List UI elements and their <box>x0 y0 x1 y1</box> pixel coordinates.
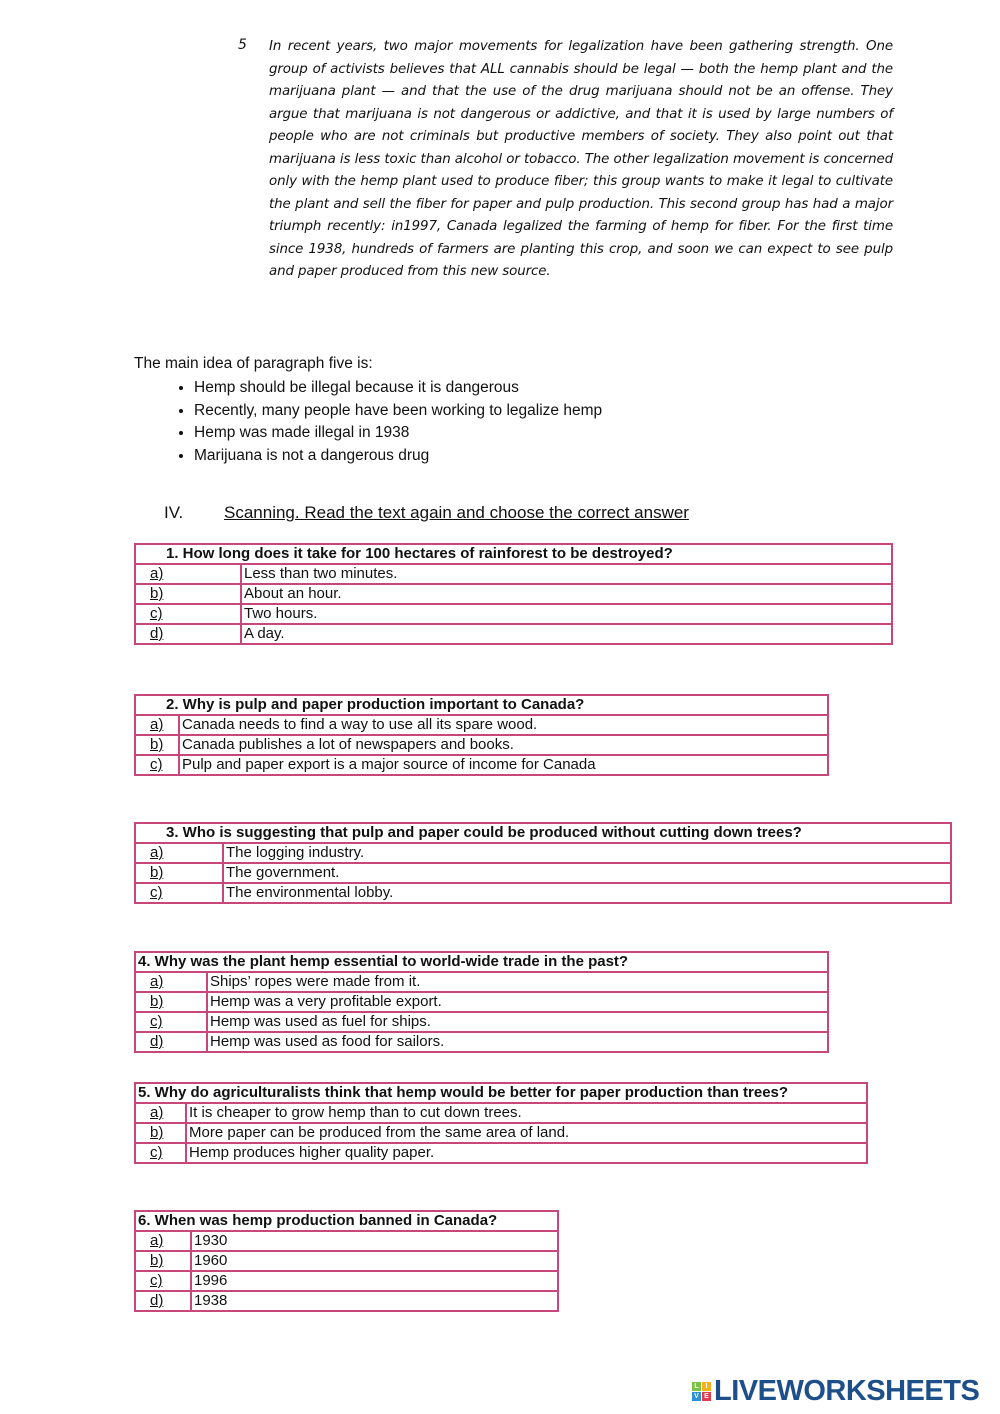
option-letter[interactable]: a) <box>135 1103 186 1123</box>
question-text: 5. Why do agriculturalists think that hemp would be better for paper production than trees? <box>135 1083 867 1103</box>
option-text[interactable]: Ships’ ropes were made from it. <box>207 972 828 992</box>
option-text[interactable]: 1930 <box>191 1231 558 1251</box>
option-text[interactable]: The environmental lobby. <box>223 883 951 903</box>
paragraph-number: 5 <box>238 37 247 53</box>
answer-option[interactable] <box>135 755 828 775</box>
option-text[interactable]: Hemp was a very profitable export. <box>207 992 828 1012</box>
option-letter[interactable]: b) <box>135 863 223 883</box>
logo-text: LIVEWORKSHEETS <box>714 1375 980 1407</box>
section-heading <box>164 503 689 523</box>
option-text[interactable]: Hemp produces higher quality paper. <box>186 1143 867 1163</box>
question-table <box>134 543 893 645</box>
option-text[interactable]: A day. <box>241 624 892 644</box>
answer-option[interactable] <box>135 1123 867 1143</box>
option-text[interactable]: Less than two minutes. <box>241 564 892 584</box>
answer-option[interactable] <box>135 1231 558 1251</box>
option-text[interactable]: 1996 <box>191 1271 558 1291</box>
main-idea-option[interactable]: • Hemp was made illegal in 1938 <box>194 422 602 445</box>
section-numeral: IV. <box>164 503 184 522</box>
option-text[interactable]: Pulp and paper export is a major source of income for Canada <box>179 755 828 775</box>
option-letter[interactable]: b) <box>135 1251 191 1271</box>
question-text: 6. When was hemp production banned in Canada? <box>135 1211 558 1231</box>
option-letter[interactable]: a) <box>135 972 207 992</box>
option-letter[interactable]: c) <box>135 604 241 624</box>
option-text[interactable]: Canada needs to find a way to use all its spare wood. <box>179 715 828 735</box>
answer-option[interactable] <box>135 715 828 735</box>
option-text[interactable]: It is cheaper to grow hemp than to cut down trees. <box>186 1103 867 1123</box>
option-text[interactable]: 1960 <box>191 1251 558 1271</box>
answer-option[interactable] <box>135 624 892 644</box>
answer-option[interactable] <box>135 735 828 755</box>
option-letter[interactable]: d) <box>135 1291 191 1311</box>
option-letter[interactable]: b) <box>135 584 241 604</box>
option-letter[interactable]: b) <box>135 1123 186 1143</box>
option-text[interactable]: The government. <box>223 863 951 883</box>
answer-option[interactable] <box>135 1103 867 1123</box>
question-table <box>134 822 952 904</box>
answer-option[interactable] <box>135 1291 558 1311</box>
question-table <box>134 1210 559 1312</box>
answer-option[interactable] <box>135 883 951 903</box>
option-letter[interactable]: c) <box>135 1143 186 1163</box>
question-text: 2. Why is pulp and paper production important to Canada? <box>135 695 828 715</box>
option-letter[interactable]: a) <box>135 843 223 863</box>
question-text: 3. Who is suggesting that pulp and paper could be produced without cutting down trees? <box>135 823 951 843</box>
main-idea-option[interactable]: • Marijuana is not a dangerous drug <box>194 445 602 468</box>
option-text[interactable]: More paper can be produced from the same area of land. <box>186 1123 867 1143</box>
answer-option[interactable] <box>135 564 892 584</box>
question-text: 4. Why was the plant hemp essential to world-wide trade in the past? <box>135 952 828 972</box>
main-idea-options <box>134 377 602 467</box>
liveworksheets-logo <box>692 1375 979 1408</box>
answer-option[interactable] <box>135 1271 558 1291</box>
answer-option[interactable] <box>135 863 951 883</box>
option-text[interactable]: 1938 <box>191 1291 558 1311</box>
main-idea-option[interactable]: • Hemp should be illegal because it is dangerous <box>194 377 602 400</box>
answer-option[interactable] <box>135 1143 867 1163</box>
answer-option[interactable] <box>135 843 951 863</box>
option-letter[interactable]: d) <box>135 624 241 644</box>
option-text[interactable]: Two hours. <box>241 604 892 624</box>
option-text[interactable]: The logging industry. <box>223 843 951 863</box>
answer-option[interactable] <box>135 584 892 604</box>
option-text[interactable]: Hemp was used as fuel for ships. <box>207 1012 828 1032</box>
section-title: Scanning. Read the text again and choose the correct answer <box>224 503 689 522</box>
question-table <box>134 951 829 1053</box>
option-letter[interactable]: c) <box>135 1012 207 1032</box>
option-text[interactable]: About an hour. <box>241 584 892 604</box>
question-text: 1. How long does it take for 100 hectares of rainforest to be destroyed? <box>135 544 892 564</box>
option-letter[interactable]: c) <box>135 755 179 775</box>
answer-option[interactable] <box>135 992 828 1012</box>
answer-option[interactable] <box>135 604 892 624</box>
option-letter[interactable]: c) <box>135 1271 191 1291</box>
option-letter[interactable]: b) <box>135 992 207 1012</box>
option-letter[interactable]: a) <box>135 1231 191 1251</box>
option-letter[interactable]: c) <box>135 883 223 903</box>
question-table <box>134 1082 868 1164</box>
option-letter[interactable]: a) <box>135 564 241 584</box>
option-letter[interactable]: a) <box>135 715 179 735</box>
option-text[interactable]: Canada publishes a lot of newspapers and books. <box>179 735 828 755</box>
main-idea-option[interactable]: • Recently, many people have been working to legalize hemp <box>194 400 602 423</box>
answer-option[interactable] <box>135 1251 558 1271</box>
logo-cubes-icon: L I V E <box>692 1382 711 1401</box>
option-letter[interactable]: d) <box>135 1032 207 1052</box>
option-letter[interactable]: b) <box>135 735 179 755</box>
answer-option[interactable] <box>135 972 828 992</box>
option-text[interactable]: Hemp was used as food for sailors. <box>207 1032 828 1052</box>
paragraph-text: In recent years, two major movements for legalization have been gathering strength. One group of activists believes that ALL cannabis should be legal — both the hemp plant and the marijuana plant — and that the use of the drug marijuana should not be an offense. They argue that marijuana is not dangerous or addictive, and that it is used by large numbers of people who are not criminals but productive members of society. They also point out that marijuana is less toxic than alcohol or tobacco. The other legalization movement is concerned only with the hemp plant used to produce fiber; this group wants to make it legal to cultivate the plant and sell the fiber for paper and pulp production. This second group has had a major triumph recently: in1997, Canada legalized the farming of hemp for fiber. For the first time since 1938, hundreds of farmers are planting this crop, and soon we can expect to see pulp and paper produced from this new source. <box>269 39 893 279</box>
answer-option[interactable] <box>135 1032 828 1052</box>
question-table <box>134 694 829 776</box>
main-idea-question: The main idea of paragraph five is: <box>134 355 373 372</box>
answer-option[interactable] <box>135 1012 828 1032</box>
